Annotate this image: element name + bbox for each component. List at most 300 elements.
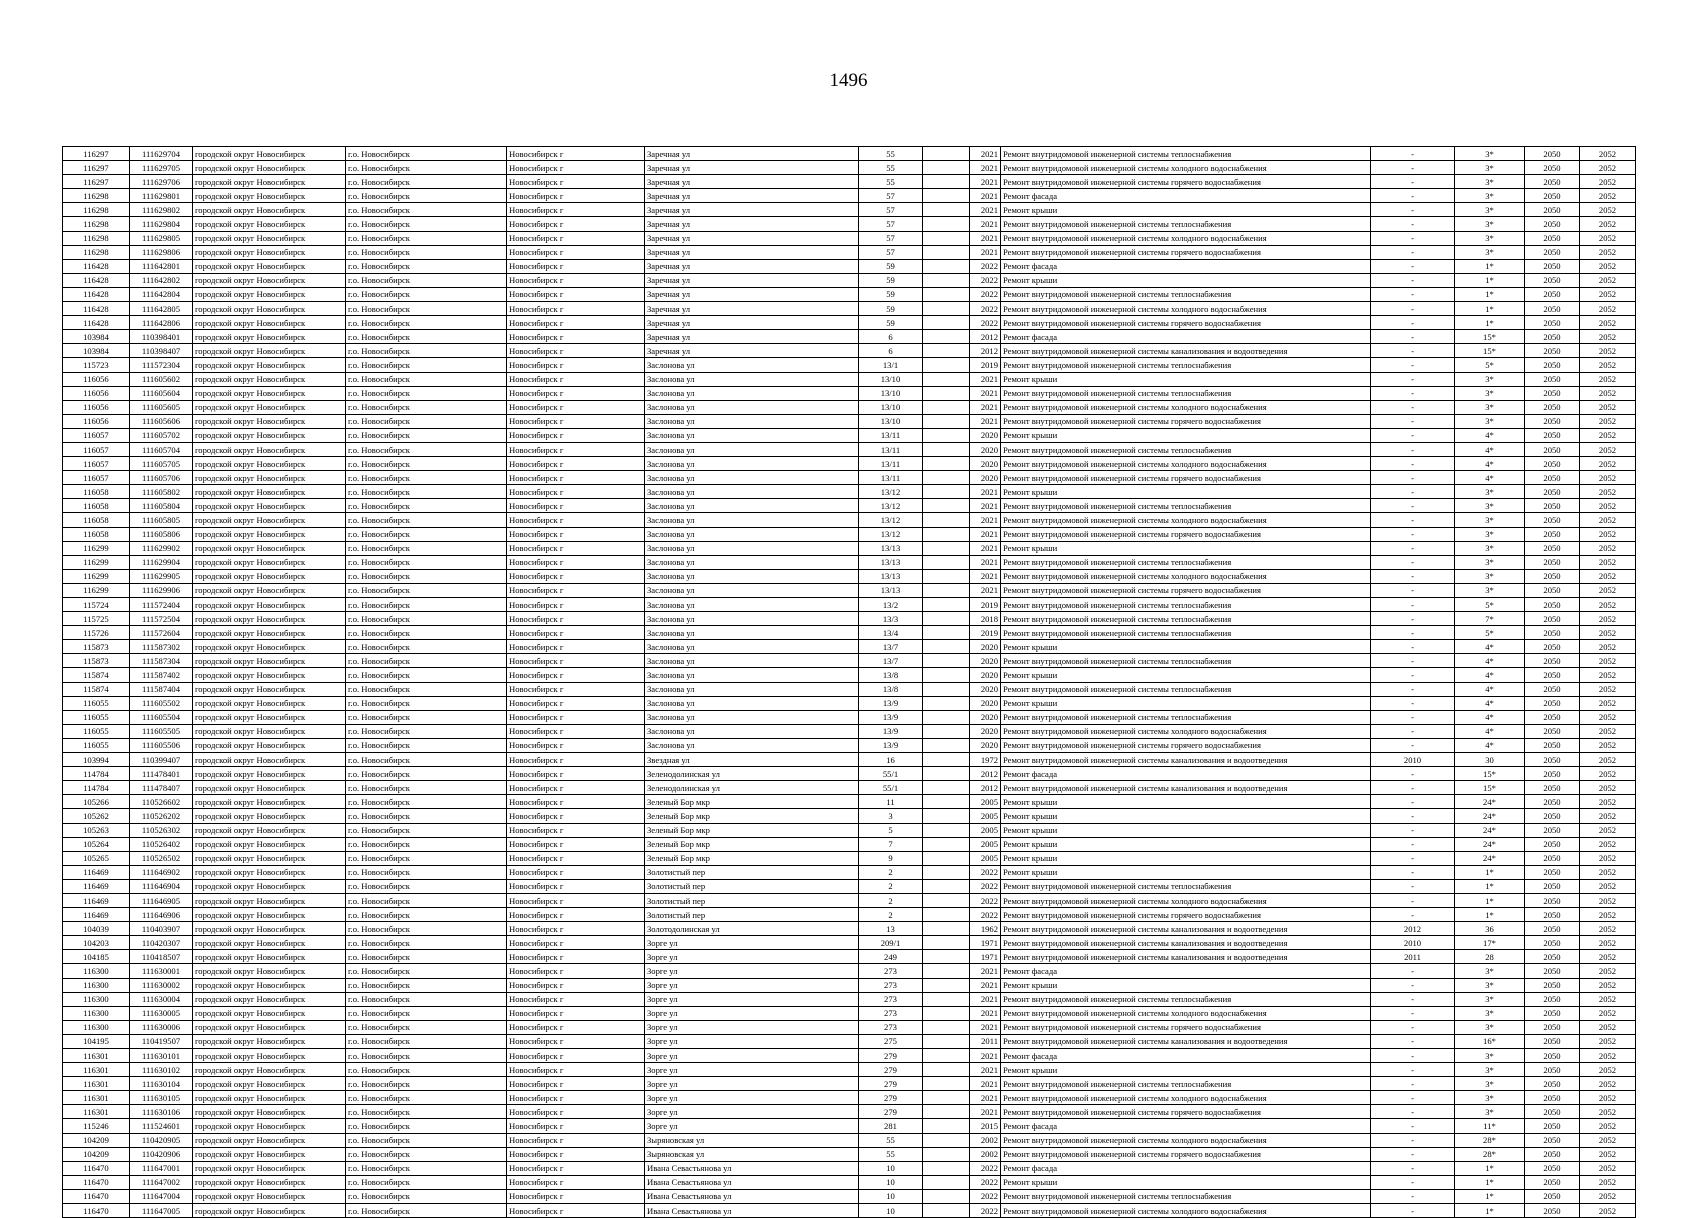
cell-locality: Новосибирск г [507,569,645,583]
cell-last-repair-year: - [1371,964,1455,978]
cell-plan-end: 2052 [1580,273,1636,287]
cell-last-repair-year: - [1371,1105,1455,1119]
cell-plan-start: 2050 [1525,189,1580,203]
table-row [63,428,1636,442]
cell-year-built: 2005 [970,823,1001,837]
table-row [63,795,1636,809]
cell-plan-end: 2052 [1580,950,1636,964]
cell-plan-end: 2052 [1580,978,1636,992]
cell-year-built: 2021 [970,386,1001,400]
cell-plan-start: 2050 [1525,316,1580,330]
cell-years-since: 4* [1455,738,1525,752]
cell-plan-end: 2052 [1580,1147,1636,1161]
cell-work-code: 111646905 [130,893,193,907]
cell-work-type: Ремонт внутридомовой инженерной системы теплоснабжения [1001,499,1371,513]
cell-work-type: Ремонт внутридомовой инженерной системы горячего водоснабжения [1001,1020,1371,1034]
cell-house-id: 115873 [63,654,130,668]
cell-work-code: 110420906 [130,1147,193,1161]
cell-municipality: городской округ Новосибирск [193,992,346,1006]
cell-house-id: 116058 [63,485,130,499]
cell-house-number: 273 [859,1020,923,1034]
cell-city-district: г.о. Новосибирск [346,724,507,738]
cell-work-type: Ремонт крыши [1001,1175,1371,1189]
cell-house-number: 59 [859,273,923,287]
cell-street: Зорге ул [645,1077,859,1091]
cell-city-district: г.о. Новосибирск [346,1034,507,1048]
cell-last-repair-year: - [1371,696,1455,710]
cell-house-number: 13/8 [859,682,923,696]
cell-last-repair-year: - [1371,724,1455,738]
cell-years-since: 3* [1455,1091,1525,1105]
cell-last-repair-year: - [1371,710,1455,724]
cell-plan-start: 2050 [1525,992,1580,1006]
table-row [63,767,1636,781]
cell-plan-start: 2050 [1525,936,1580,950]
cell-year-built: 2021 [970,1105,1001,1119]
cell-work-code: 111629905 [130,569,193,583]
cell-house-number: 13 [859,922,923,936]
cell-work-code: 111605504 [130,710,193,724]
cell-locality: Новосибирск г [507,302,645,316]
cell-municipality: городской округ Новосибирск [193,640,346,654]
cell-street: Заслонова ул [645,682,859,696]
cell-work-code: 111587304 [130,654,193,668]
cell-building [923,753,970,767]
cell-plan-start: 2050 [1525,1049,1580,1063]
cell-last-repair-year: - [1371,372,1455,386]
cell-plan-end: 2052 [1580,1161,1636,1175]
cell-house-id: 116298 [63,245,130,259]
cell-plan-start: 2050 [1525,1189,1580,1203]
cell-years-since: 3* [1455,1063,1525,1077]
cell-building [923,626,970,640]
cell-work-code: 110399407 [130,753,193,767]
cell-work-code: 110526202 [130,809,193,823]
cell-year-built: 2021 [970,485,1001,499]
cell-city-district: г.о. Новосибирск [346,936,507,950]
cell-street: Заречная ул [645,175,859,189]
cell-last-repair-year: 2011 [1371,950,1455,964]
cell-house-number: 279 [859,1091,923,1105]
cell-plan-end: 2052 [1580,1063,1636,1077]
cell-locality: Новосибирск г [507,724,645,738]
cell-street: Заслонова ул [645,696,859,710]
cell-work-code: 111642806 [130,316,193,330]
table-row [63,781,1636,795]
cell-building [923,541,970,555]
cell-locality: Новосибирск г [507,414,645,428]
cell-plan-end: 2052 [1580,386,1636,400]
cell-year-built: 2021 [970,189,1001,203]
cell-years-since: 3* [1455,569,1525,583]
cell-house-number: 13/7 [859,654,923,668]
cell-last-repair-year: - [1371,1020,1455,1034]
cell-plan-start: 2050 [1525,823,1580,837]
cell-building [923,837,970,851]
cell-years-since: 4* [1455,696,1525,710]
cell-building [923,457,970,471]
cell-street: Зорге ул [645,1063,859,1077]
cell-building [923,879,970,893]
cell-house-number: 13/1 [859,358,923,372]
cell-plan-end: 2052 [1580,485,1636,499]
cell-house-number: 275 [859,1034,923,1048]
cell-city-district: г.о. Новосибирск [346,823,507,837]
cell-house-id: 103984 [63,344,130,358]
cell-plan-end: 2052 [1580,400,1636,414]
cell-street: Заслонова ул [645,372,859,386]
cell-building [923,1077,970,1091]
cell-work-code: 111629705 [130,161,193,175]
cell-work-type: Ремонт крыши [1001,640,1371,654]
table-row [63,330,1636,344]
cell-work-code: 111605805 [130,513,193,527]
cell-city-district: г.о. Новосибирск [346,682,507,696]
cell-years-since: 28* [1455,1133,1525,1147]
cell-plan-start: 2050 [1525,1161,1580,1175]
cell-last-repair-year: - [1371,245,1455,259]
cell-years-since: 24* [1455,823,1525,837]
cell-house-id: 116058 [63,527,130,541]
cell-street: Зеленый Бор мкр [645,809,859,823]
table-row [63,865,1636,879]
cell-street: Заслонова ул [645,527,859,541]
cell-years-since: 24* [1455,837,1525,851]
cell-work-type: Ремонт фасада [1001,259,1371,273]
cell-house-number: 2 [859,908,923,922]
cell-work-code: 111478407 [130,781,193,795]
cell-house-id: 116428 [63,302,130,316]
cell-year-built: 2021 [970,978,1001,992]
table-row [63,245,1636,259]
cell-street: Заслонова ул [645,414,859,428]
cell-locality: Новосибирск г [507,992,645,1006]
cell-street: Заречная ул [645,217,859,231]
cell-year-built: 2019 [970,598,1001,612]
cell-years-since: 3* [1455,386,1525,400]
cell-work-code: 111587402 [130,668,193,682]
cell-years-since: 3* [1455,245,1525,259]
cell-municipality: городской округ Новосибирск [193,273,346,287]
cell-plan-start: 2050 [1525,442,1580,456]
cell-work-type: Ремонт внутридомовой инженерной системы холодного водоснабжения [1001,302,1371,316]
cell-last-repair-year: - [1371,908,1455,922]
cell-plan-start: 2050 [1525,908,1580,922]
cell-year-built: 2019 [970,626,1001,640]
cell-work-type: Ремонт фасада [1001,330,1371,344]
cell-house-id: 116299 [63,583,130,597]
cell-years-since: 30 [1455,753,1525,767]
cell-municipality: городской округ Новосибирск [193,330,346,344]
cell-year-built: 2021 [970,583,1001,597]
cell-municipality: городской округ Новосибирск [193,1133,346,1147]
cell-last-repair-year: - [1371,795,1455,809]
cell-work-code: 111629706 [130,175,193,189]
cell-municipality: городской округ Новосибирск [193,541,346,555]
cell-last-repair-year: - [1371,273,1455,287]
cell-house-number: 13/12 [859,527,923,541]
cell-municipality: городской округ Новосибирск [193,1077,346,1091]
cell-locality: Новосибирск г [507,541,645,555]
cell-plan-end: 2052 [1580,471,1636,485]
cell-last-repair-year: - [1371,302,1455,316]
cell-last-repair-year: - [1371,330,1455,344]
table-row [63,541,1636,555]
cell-plan-end: 2052 [1580,626,1636,640]
cell-last-repair-year: - [1371,386,1455,400]
cell-work-code: 111629805 [130,231,193,245]
cell-work-code: 111524601 [130,1119,193,1133]
cell-work-code: 111630105 [130,1091,193,1105]
cell-street: Звездная ул [645,753,859,767]
cell-municipality: городской округ Новосибирск [193,428,346,442]
cell-plan-start: 2050 [1525,231,1580,245]
cell-street: Зорге ул [645,964,859,978]
cell-house-id: 105264 [63,837,130,851]
cell-years-since: 3* [1455,527,1525,541]
cell-house-number: 13/13 [859,583,923,597]
cell-plan-end: 2052 [1580,442,1636,456]
table-row [63,1147,1636,1161]
cell-municipality: городской округ Новосибирск [193,344,346,358]
cell-plan-start: 2050 [1525,598,1580,612]
cell-house-id: 116300 [63,1006,130,1020]
cell-house-id: 104039 [63,922,130,936]
cell-work-type: Ремонт внутридомовой инженерной системы теплоснабжения [1001,1189,1371,1203]
cell-years-since: 3* [1455,414,1525,428]
cell-street: Заречная ул [645,344,859,358]
cell-municipality: городской округ Новосибирск [193,795,346,809]
cell-years-since: 5* [1455,598,1525,612]
cell-plan-end: 2052 [1580,795,1636,809]
cell-street: Заслонова ул [645,358,859,372]
cell-year-built: 2021 [970,1077,1001,1091]
cell-street: Зеленодолинская ул [645,767,859,781]
cell-plan-end: 2052 [1580,203,1636,217]
cell-house-id: 114784 [63,781,130,795]
cell-last-repair-year: - [1371,400,1455,414]
cell-municipality: городской округ Новосибирск [193,358,346,372]
cell-plan-end: 2052 [1580,358,1636,372]
cell-years-since: 11* [1455,1119,1525,1133]
cell-plan-end: 2052 [1580,583,1636,597]
cell-building [923,499,970,513]
cell-years-since: 4* [1455,428,1525,442]
cell-plan-end: 2052 [1580,1091,1636,1105]
table-row [63,753,1636,767]
cell-years-since: 24* [1455,851,1525,865]
cell-work-type: Ремонт крыши [1001,273,1371,287]
table-row [63,809,1636,823]
cell-locality: Новосибирск г [507,598,645,612]
cell-plan-end: 2052 [1580,1105,1636,1119]
cell-building [923,809,970,823]
cell-work-type: Ремонт крыши [1001,809,1371,823]
cell-street: Заречная ул [645,302,859,316]
cell-house-number: 7 [859,837,923,851]
cell-municipality: городской округ Новосибирск [193,499,346,513]
cell-city-district: г.о. Новосибирск [346,612,507,626]
cell-years-since: 1* [1455,893,1525,907]
cell-plan-end: 2052 [1580,1189,1636,1203]
cell-street: Заслонова ул [645,513,859,527]
cell-municipality: городской округ Новосибирск [193,1049,346,1063]
cell-years-since: 17* [1455,936,1525,950]
cell-last-repair-year: - [1371,189,1455,203]
cell-building [923,668,970,682]
cell-last-repair-year: - [1371,1006,1455,1020]
cell-plan-end: 2052 [1580,598,1636,612]
cell-building [923,1147,970,1161]
cell-work-type: Ремонт внутридомовой инженерной системы холодного водоснабжения [1001,161,1371,175]
cell-municipality: городской округ Новосибирск [193,147,346,161]
table-body [63,147,1636,1218]
cell-street: Зорге ул [645,950,859,964]
table-row [63,738,1636,752]
cell-street: Заречная ул [645,231,859,245]
cell-last-repair-year: - [1371,428,1455,442]
cell-municipality: городской округ Новосибирск [193,936,346,950]
cell-years-since: 3* [1455,964,1525,978]
cell-plan-end: 2052 [1580,302,1636,316]
cell-plan-end: 2052 [1580,1049,1636,1063]
cell-house-number: 13/13 [859,555,923,569]
cell-year-built: 2018 [970,612,1001,626]
cell-work-code: 110418507 [130,950,193,964]
cell-house-number: 13/11 [859,428,923,442]
cell-municipality: городской округ Новосибирск [193,485,346,499]
cell-street: Заречная ул [645,330,859,344]
cell-work-type: Ремонт внутридомовой инженерной системы теплоснабжения [1001,879,1371,893]
table-row [63,1091,1636,1105]
cell-building [923,555,970,569]
table-row [63,1161,1636,1175]
cell-work-code: 111572504 [130,612,193,626]
cell-work-code: 111630001 [130,964,193,978]
cell-years-since: 3* [1455,499,1525,513]
cell-locality: Новосибирск г [507,710,645,724]
cell-year-built: 2021 [970,1020,1001,1034]
cell-locality: Новосибирск г [507,879,645,893]
cell-plan-end: 2052 [1580,330,1636,344]
cell-city-district: г.о. Новосибирск [346,400,507,414]
cell-house-number: 55/1 [859,767,923,781]
cell-plan-start: 2050 [1525,781,1580,795]
cell-plan-end: 2052 [1580,372,1636,386]
cell-year-built: 2022 [970,316,1001,330]
cell-house-id: 103984 [63,330,130,344]
cell-work-code: 111629801 [130,189,193,203]
cell-city-district: г.о. Новосибирск [346,555,507,569]
cell-building [923,175,970,189]
cell-years-since: 5* [1455,358,1525,372]
cell-work-type: Ремонт внутридомовой инженерной системы холодного водоснабжения [1001,1091,1371,1105]
cell-plan-end: 2052 [1580,541,1636,555]
cell-street: Заслонова ул [645,724,859,738]
cell-municipality: городской округ Новосибирск [193,654,346,668]
cell-year-built: 2022 [970,865,1001,879]
cell-years-since: 4* [1455,710,1525,724]
cell-city-district: г.о. Новосибирск [346,837,507,851]
cell-city-district: г.о. Новосибирск [346,922,507,936]
cell-house-number: 281 [859,1119,923,1133]
cell-house-number: 57 [859,231,923,245]
cell-year-built: 1971 [970,936,1001,950]
cell-locality: Новосибирск г [507,527,645,541]
cell-house-number: 209/1 [859,936,923,950]
table-row [63,992,1636,1006]
cell-plan-start: 2050 [1525,569,1580,583]
cell-plan-start: 2050 [1525,499,1580,513]
cell-last-repair-year: - [1371,175,1455,189]
cell-plan-end: 2052 [1580,668,1636,682]
cell-work-code: 111605706 [130,471,193,485]
cell-work-type: Ремонт внутридомовой инженерной системы теплоснабжения [1001,626,1371,640]
cell-locality: Новосибирск г [507,485,645,499]
cell-street: Зыряновская ул [645,1133,859,1147]
cell-building [923,795,970,809]
cell-building [923,1091,970,1105]
cell-city-district: г.о. Новосибирск [346,1161,507,1175]
cell-building [923,978,970,992]
cell-municipality: городской округ Новосибирск [193,400,346,414]
cell-years-since: 4* [1455,457,1525,471]
cell-last-repair-year: - [1371,992,1455,1006]
cell-city-district: г.о. Новосибирск [346,626,507,640]
cell-house-id: 116469 [63,893,130,907]
cell-municipality: городской округ Новосибирск [193,1204,346,1218]
cell-work-code: 111605505 [130,724,193,738]
cell-street: Заслонова ул [645,386,859,400]
cell-year-built: 2005 [970,851,1001,865]
cell-municipality: городской округ Новосибирск [193,865,346,879]
cell-work-type: Ремонт внутридомовой инженерной системы горячего водоснабжения [1001,316,1371,330]
table-row [63,231,1636,245]
cell-locality: Новосибирск г [507,964,645,978]
cell-years-since: 28 [1455,950,1525,964]
cell-house-id: 115874 [63,682,130,696]
cell-work-code: 111629906 [130,583,193,597]
cell-plan-start: 2050 [1525,738,1580,752]
cell-municipality: городской округ Новосибирск [193,161,346,175]
cell-last-repair-year: - [1371,640,1455,654]
cell-years-since: 1* [1455,259,1525,273]
cell-municipality: городской округ Новосибирск [193,767,346,781]
cell-city-district: г.о. Новосибирск [346,161,507,175]
cell-building [923,950,970,964]
cell-work-code: 111605604 [130,386,193,400]
cell-plan-start: 2050 [1525,950,1580,964]
cell-years-since: 15* [1455,781,1525,795]
cell-municipality: городской округ Новосибирск [193,189,346,203]
cell-plan-end: 2052 [1580,710,1636,724]
cell-city-district: г.о. Новосибирск [346,1077,507,1091]
cell-locality: Новосибирск г [507,640,645,654]
cell-locality: Новосибирск г [507,273,645,287]
cell-house-number: 59 [859,302,923,316]
cell-work-code: 110526402 [130,837,193,851]
cell-year-built: 2022 [970,893,1001,907]
cell-work-code: 111587302 [130,640,193,654]
cell-last-repair-year: - [1371,527,1455,541]
cell-year-built: 2020 [970,710,1001,724]
cell-municipality: городской округ Новосибирск [193,203,346,217]
cell-last-repair-year: 2010 [1371,753,1455,767]
cell-building [923,1006,970,1020]
cell-house-id: 116057 [63,442,130,456]
cell-building [923,428,970,442]
cell-year-built: 2021 [970,527,1001,541]
